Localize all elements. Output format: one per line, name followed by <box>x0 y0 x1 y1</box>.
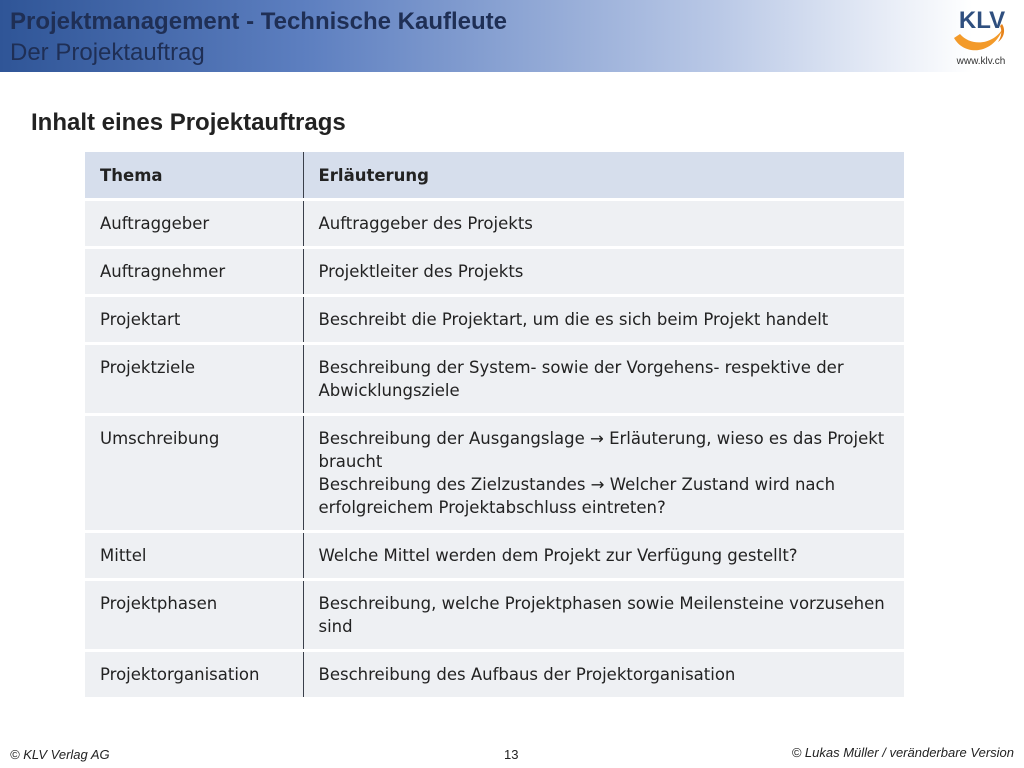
content-table <box>85 152 904 697</box>
cell-erlaeuterung <box>303 344 904 415</box>
table-row <box>85 296 904 344</box>
cell-thema: Mittel <box>85 532 303 580</box>
cell-text: Beschreibung, welche Projektphasen sowie Meilensteine vorzusehen sind <box>318 594 885 636</box>
cell-thema: Projektart <box>85 296 303 344</box>
klv-logo <box>946 4 1016 68</box>
cell-thema: Auftragnehmer <box>85 248 303 296</box>
cell-erlaeuterung <box>303 580 904 651</box>
table-row <box>85 344 904 415</box>
footer-copyright: © KLV Verlag AG <box>10 747 110 762</box>
cell-thema: Projektziele <box>85 344 303 415</box>
klv-logo-icon <box>946 4 1016 56</box>
table-row <box>85 248 904 296</box>
cell-erlaeuterung <box>303 415 904 532</box>
table-row <box>85 200 904 248</box>
section-title: Inhalt eines Projektauftrags <box>31 109 346 136</box>
cell-text: Auftraggeber des Projekts <box>318 214 533 233</box>
slide-title: Projektmanagement - Technische Kaufleute <box>10 8 508 35</box>
cell-text: Beschreibung der System- sowie der Vorgehens- respektive der Abwicklungsziele <box>318 358 844 400</box>
cell-text: Beschreibung des Zielzustandes → Welcher Zustand wird nach erfolgreichem Projektabschluss eintreten? <box>318 475 836 517</box>
column-header-erlaeuterung: Erläuterung <box>303 152 904 200</box>
page-number: 13 <box>504 747 519 762</box>
column-header-thema: Thema <box>85 152 303 200</box>
slide-subtitle: Der Projektauftrag <box>10 39 205 66</box>
table-header-row <box>85 152 904 200</box>
cell-erlaeuterung <box>303 651 904 698</box>
cell-thema: Projektorganisation <box>85 651 303 698</box>
slide-header <box>0 0 1024 72</box>
cell-text: Beschreibt die Projektart, um die es sich beim Projekt handelt <box>318 310 829 329</box>
cell-erlaeuterung <box>303 296 904 344</box>
cell-text: Welche Mittel werden dem Projekt zur Verfügung gestellt? <box>318 546 798 565</box>
logo-text: KLV <box>958 7 1006 34</box>
cell-erlaeuterung <box>303 200 904 248</box>
cell-text: Beschreibung der Ausgangslage → Erläuterung, wieso es das Projekt braucht <box>318 429 885 471</box>
cell-erlaeuterung <box>303 248 904 296</box>
cell-text: Beschreibung des Aufbaus der Projektorganisation <box>318 665 736 684</box>
cell-erlaeuterung <box>303 532 904 580</box>
logo-url: www.klv.ch <box>956 56 1006 67</box>
table-row <box>85 580 904 651</box>
cell-text: Projektleiter des Projekts <box>318 262 524 281</box>
footer-author: © Lukas Müller / veränderbare Version <box>791 745 1014 760</box>
table-row <box>85 651 904 698</box>
cell-thema: Projektphasen <box>85 580 303 651</box>
cell-thema: Umschreibung <box>85 415 303 532</box>
table-row <box>85 532 904 580</box>
table-row <box>85 415 904 532</box>
cell-thema: Auftraggeber <box>85 200 303 248</box>
